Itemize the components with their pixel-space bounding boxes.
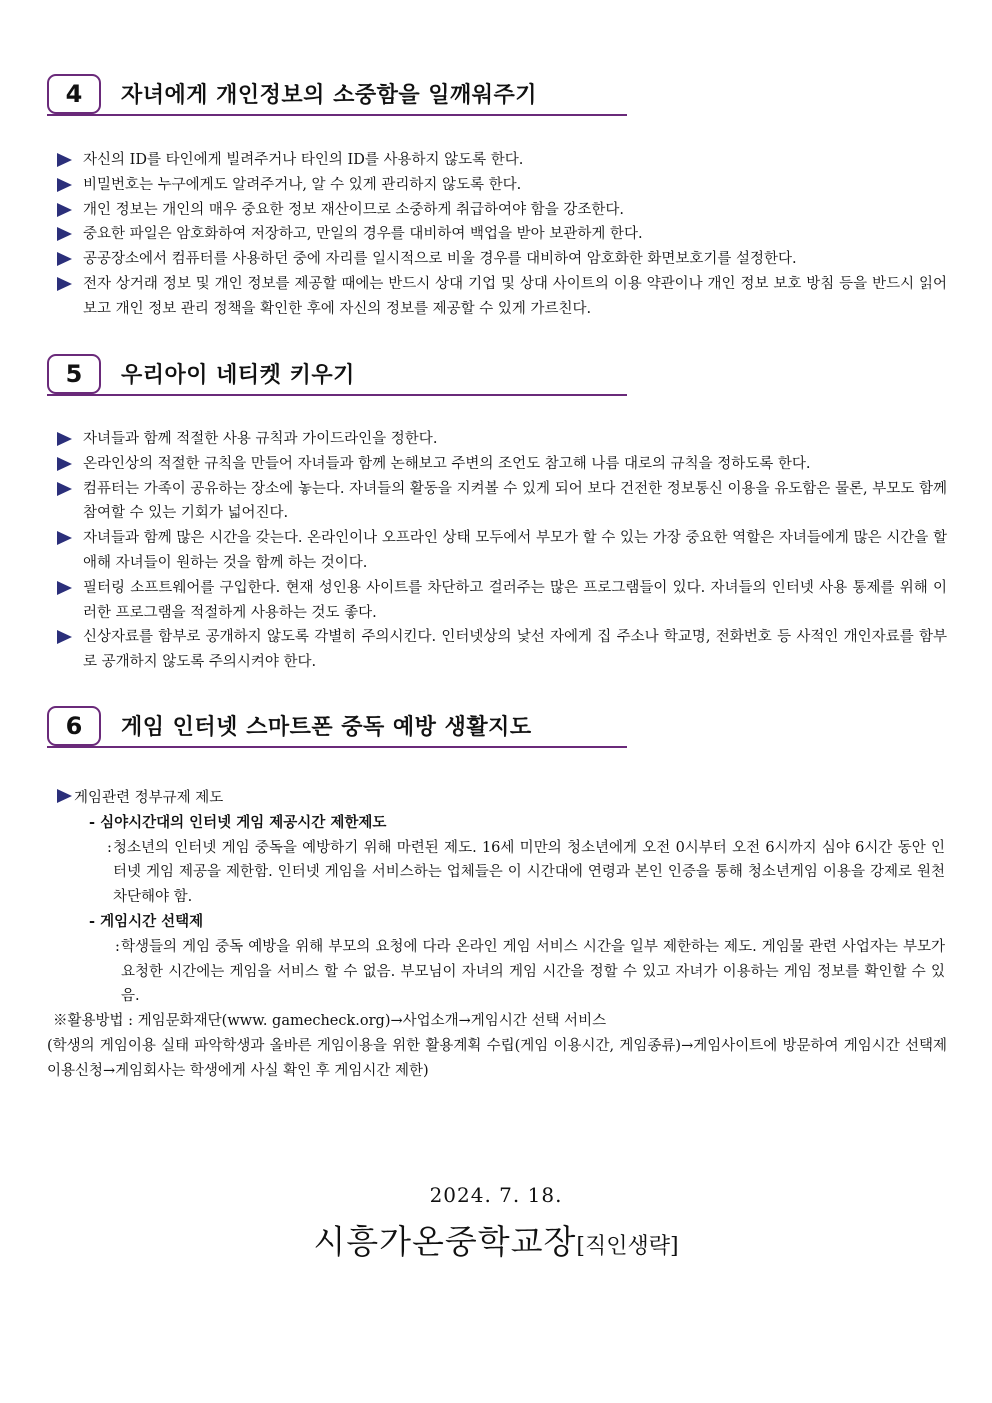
section-4-list xyxy=(57,148,947,322)
seal-omitted: [직인생략] xyxy=(576,1234,679,1259)
list-item: 자녀들과 함께 적절한 사용 규칙과 가이드라인을 정한다. xyxy=(57,427,947,452)
triangle-bullet-icon xyxy=(57,178,72,192)
usage-note: ※활용방법 : 게임문화재단(www. gamecheck.org)→사업소개→게임시간 선택 서비스 xyxy=(53,1013,607,1030)
list-item: 전자 상거래 정보 및 개인 정보를 제공할 때에는 반드시 상대 기업 및 상대 사이트의 이용 약관이나 개인 정보 보호 방침 등을 반드시 읽어보고 개인 정보 관리 정책을 확인한 후에 자신의 정보를 제공할 수 있게 가르친다. xyxy=(57,272,947,322)
section-6-number: 6 xyxy=(47,706,101,746)
section-6-underline xyxy=(47,746,627,748)
triangle-bullet-icon xyxy=(57,482,72,496)
list-item: 신상자료를 함부로 공개하지 않도록 각별히 주의시킨다. 인터넷상의 낯선 자에게 집 주소나 학교명, 전화번호 등 사적인 개인자료를 함부로 공개하지 않도록 주의시켜야 한다. xyxy=(57,625,947,675)
section-4-title: 자녀에게 개인정보의 소중함을 일깨워주기 xyxy=(121,83,538,108)
section-5-list xyxy=(57,427,947,675)
time-selection-description: : 학생들의 게임 중독 예방을 위해 부모의 요청에 다라 온라인 게임 서비스 시간을 일부 제한하는 제도. 게임물 관련 사업자는 부모가 요청한 시간에는 게임을 서비스 할 수 없음. 부모님이 자녀의 게임 시간을 정할 수 있고 자녀가 이용하는 게임 정보를 확인할 수 있음. xyxy=(115,938,945,1005)
signer-line xyxy=(0,1216,992,1263)
regulation-lead: 게임관련 정부규제 제도 xyxy=(47,786,947,811)
time-selection-title: - 게임시간 선택제 xyxy=(89,912,204,930)
triangle-bullet-icon xyxy=(57,277,72,291)
section-6-header xyxy=(47,706,627,748)
section-5-title: 우리아이 네티켓 키우기 xyxy=(121,363,355,388)
triangle-bullet-icon xyxy=(57,432,72,446)
section-4-header xyxy=(47,74,627,116)
list-item: 개인 정보는 개인의 매우 중요한 정보 재산이므로 소중하게 취급하여야 함을 강조한다. xyxy=(57,198,947,223)
triangle-bullet-icon xyxy=(57,203,72,217)
list-item: 비밀번호는 누구에게도 알려주거나, 알 수 있게 관리하지 않도록 한다. xyxy=(57,173,947,198)
section-4-number: 4 xyxy=(47,74,101,114)
triangle-bullet-icon xyxy=(57,457,72,471)
curfew-system-description: : 청소년의 인터넷 게임 중독을 예방하기 위해 마련된 제도. 16세 미만의 청소년에게 오전 0시부터 오전 6시까지 심야 6시간 동안 인터넷 게임 제공을 제한함. 인터넷 게임을 서비스하는 업체들은 이 시간대에 연령과 본인 인증을 통해 청소년게임 이용을 강제로 원천 차단해야 함. xyxy=(107,839,945,906)
list-item: 공공장소에서 컴퓨터를 사용하던 중에 자리를 일시적으로 비울 경우를 대비하여 암호화한 화면보호기를 설정한다. xyxy=(57,247,947,272)
section-5-number: 5 xyxy=(47,354,101,394)
section-5-header xyxy=(47,354,627,396)
triangle-bullet-icon xyxy=(57,531,72,545)
section-6-body xyxy=(47,786,947,1084)
triangle-bullet-icon xyxy=(57,581,72,595)
school-principal: 시흥가온중학교장 xyxy=(313,1222,577,1261)
document-date: 2024. 7. 18. xyxy=(429,1183,563,1207)
section-4-underline xyxy=(47,114,627,116)
curfew-system-title: - 심야시간대의 인터넷 게임 제공시간 제한제도 xyxy=(89,813,387,831)
triangle-bullet-icon xyxy=(57,227,72,241)
list-item: 자녀들과 함께 많은 시간을 갖는다. 온라인이나 오프라인 상태 모두에서 부모가 할 수 있는 가장 중요한 역할은 자녀들에게 많은 시간을 할애해 자녀들이 원하는 것을 함께 하는 것이다. xyxy=(57,526,947,576)
triangle-bullet-icon xyxy=(57,153,72,167)
list-item: 자신의 ID를 타인에게 빌려주거나 타인의 ID를 사용하지 않도록 한다. xyxy=(57,148,947,173)
section-5-underline xyxy=(47,394,627,396)
section-6-title: 게임 인터넷 스마트폰 중독 예방 생활지도 xyxy=(121,715,532,740)
triangle-bullet-icon xyxy=(57,630,72,644)
triangle-bullet-icon xyxy=(57,252,72,266)
list-item: 중요한 파일은 암호화하여 저장하고, 만일의 경우를 대비하여 백업을 받아 보관하게 한다. xyxy=(57,222,947,247)
list-item: 컴퓨터는 가족이 공유하는 장소에 놓는다. 자녀들의 활동을 지켜볼 수 있게 되어 보다 건전한 정보통신 이용을 유도함은 물론, 부모도 함께 참여할 수 있는 기회가 넓어진다. xyxy=(57,477,947,527)
triangle-bullet-icon xyxy=(57,789,72,803)
list-item: 온라인상의 적절한 규칙을 만들어 자녀들과 함께 논해보고 주변의 조언도 참고해 나름 대로의 규칙을 정하도록 한다. xyxy=(57,452,947,477)
list-item: 필터링 소프트웨어를 구입한다. 현재 성인용 사이트를 차단하고 걸러주는 많은 프로그램들이 있다. 자녀들의 인터넷 사용 통제를 위해 이러한 프로그램을 적절하게 사용하는 것도 좋다. xyxy=(57,576,947,626)
usage-process-note: (학생의 게임이용 실태 파악학생과 올바른 게임이용을 위한 활용계획 수립(게임 이용시간, 게임종류)→게임사이트에 방문하여 게임시간 선택제 이용신청→게임회사는 학생에게 사실 확인 후 게임시간 제한) xyxy=(47,1037,947,1079)
